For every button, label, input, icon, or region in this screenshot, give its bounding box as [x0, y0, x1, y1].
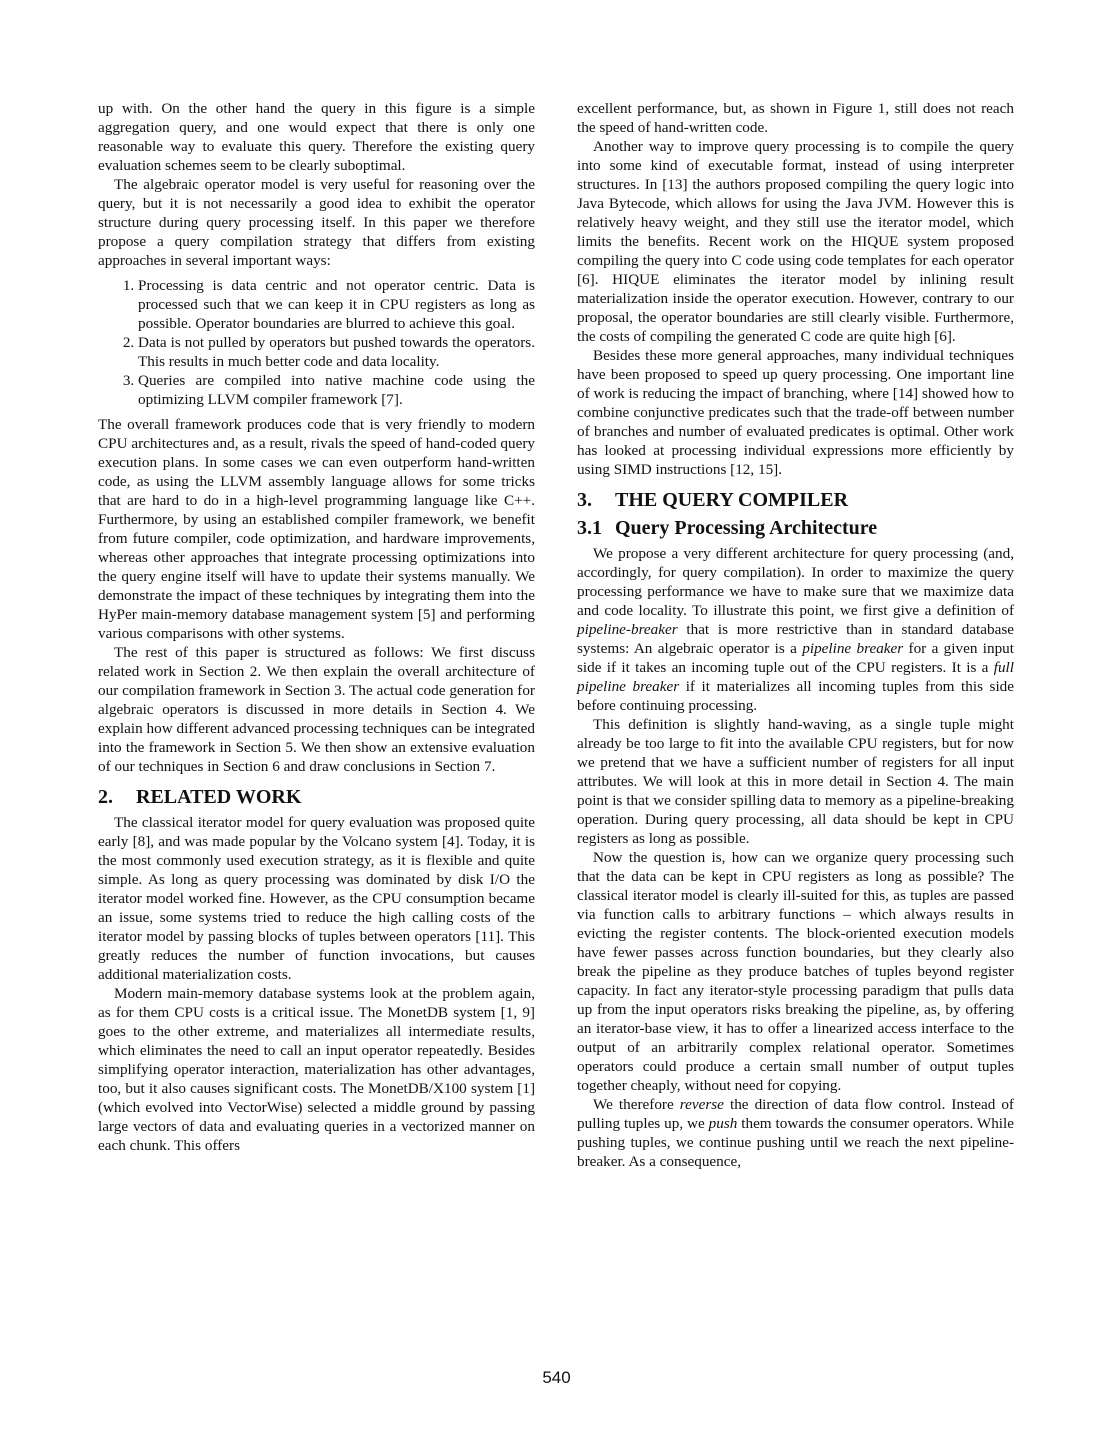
text-run: We therefore	[593, 1096, 680, 1113]
left-column	[98, 99, 535, 1155]
paragraph: This definition is slightly hand-waving, as a single tuple might already be too large to fit into the available CPU registers, but for now we pretend that we have a sufficient number of registers for all input attributes. We will look at this in more detail in Section 4. The main point is that we consider spilling data to memory as a pipeline-breaking operation. During query processing, all data should be kept in CPU registers as long as possible.	[577, 716, 1014, 847]
emphasis: pipeline breaker	[802, 640, 904, 657]
paragraph: The classical iterator model for query evaluation was proposed quite early [8], and was made popular by the Volcano system [4]. Today, it is the most commonly used execution strategy, as it is flexible and quite simple. As long as query processing was dominated by disk I/O the iterator model worked fine. However, as the CPU consumption became an issue, some systems tried to reduce the high calling costs of the iterator model by passing blocks of tuples between operators [11]. This greatly reduces the number of function invocations, but causes additional materialization costs.	[98, 814, 535, 983]
paragraph: The overall framework produces code that is very friendly to modern CPU architectures and, as a result, rivals the speed of hand-coded query execution plans. In some cases we can even outperform hand-written code, as using the LLVM assembly language allows for some tricks that are hard to do in a high-level programming language like C++. Furthermore, by using an established compiler framework, we benefit from future compiler, code optimization, and hardware improvements, whereas other approaches that integrate processing optimizations into the query engine itself will have to update their systems manually. We demonstrate the impact of these techniques by integrating them into the HyPer main-memory database management system [5] and performing various comparisons with other systems.	[98, 416, 535, 642]
subsection-title: Query Processing Architecture	[615, 517, 878, 539]
paragraph: Now the question is, how can we organize query processing such that the data can be kept in CPU registers as long as possible? The classical iterator model is clearly ill-suited for this, as tuples are passed via function calls to arbitrary functions – which always results in evicting the register contents. The block-oriented execution models have fewer passes across function boundaries, but they clearly also break the pipeline as they produce batches of tuples beyond register capacity. In fact any iterator-style processing paradigm that pulls data up from the input operators risks breaking the pipeline, as, by offering an iterator-base view, it has to offer a linearized access interface to the output of an arbitrarily complex relational operator. Sometimes operators could produce a certain small number of output tuples together cheaply, without need for copying.	[577, 849, 1014, 1094]
section-title: RELATED WORK	[136, 786, 302, 808]
emphasis: full pipeline breaker	[577, 659, 1014, 695]
text-run: the direction of data flow control. Instead of pulling tuples up, we	[577, 1096, 1014, 1132]
subsection-heading	[577, 516, 1014, 540]
paragraph: The algebraic operator model is very useful for reasoning over the query, but it is not necessarily a good idea to exhibit the operator structure during query processing itself. In this paper we therefore propose a query compilation strategy that differs from existing approaches in several important ways:	[98, 176, 535, 269]
text-run: We propose a very different architecture for query processing (and, accordingly, for query compilation). In order to maximize the query processing performance we have to make sure that we maximize data and code locality. To illustrate this point, we first give a definition of	[577, 545, 1014, 619]
right-column	[577, 99, 1014, 1171]
subsection-number: 3.1	[577, 517, 602, 539]
paragraph: The rest of this paper is structured as follows: We first discuss related work in Section 2. We then explain the overall architecture of our compilation framework in Section 3. The actual code generation for algebraic operators is discussed in more details in Section 4. We explain how different advanced processing techniques can be integrated into the framework in Section 5. We then show an extensive evaluation of our techniques in Section 6 and draw conclusions in Section 7.	[98, 644, 535, 775]
contribution-list	[98, 276, 535, 409]
emphasis: pipeline-breaker	[577, 621, 678, 638]
section-heading-query-compiler	[577, 488, 1014, 512]
paragraph	[577, 544, 1014, 715]
paragraph: up with. On the other hand the query in this figure is a simple aggregation query, and one would expect that there is only one reasonable way to evaluate this query. Therefore the existing query evaluation schemes seem to be clearly suboptimal.	[98, 100, 535, 174]
text-run: if it materializes all incoming tuples from this side before continuing processing.	[577, 678, 1014, 714]
paragraph	[577, 1095, 1014, 1171]
section-number: 2.	[98, 786, 113, 808]
list-item: 2. Data is not pulled by operators but pushed towards the operators. This results in much better code and data locality.	[138, 333, 535, 371]
page-number: 540	[542, 1368, 571, 1387]
section-title: THE QUERY COMPILER	[615, 489, 849, 511]
section-heading-related-work	[98, 785, 535, 809]
list-item: 3. Queries are compiled into native machine code using the optimizing LLVM compiler framework [7].	[138, 371, 535, 409]
emphasis: reverse	[679, 1096, 724, 1113]
text-run: for a given input side if it takes an incoming tuple out of the CPU registers. It is a	[577, 640, 1014, 676]
paragraph: Another way to improve query processing is to compile the query into some kind of executable format, instead of using interpreter structures. In [13] the authors proposed compiling the query logic into Java Bytecode, which allows for using the Java JVM. However this is relatively heavy weight, and they still use the iterator model, which limits the benefits. Recent work on the HIQUE system proposed compiling the query into C code using code templates for each operator [6]. HIQUE eliminates the iterator model by inlining result materialization inside the operator execution. However, contrary to our proposal, the operator boundaries are still clearly visible. Furthermore, the costs of compiling the generated C code are quite high [6].	[577, 138, 1014, 345]
list-item: 1. Processing is data centric and not operator centric. Data is processed such that we can keep it in CPU registers as long as possible. Operator boundaries are blurred to achieve this goal.	[138, 276, 535, 333]
text-run: them towards the consumer operators. While pushing tuples, we continue pushing until we reach the next pipeline-breaker. As a consequence,	[577, 1115, 1014, 1170]
paragraph: excellent performance, but, as shown in Figure 1, still does not reach the speed of hand-written code.	[577, 100, 1014, 136]
emphasis: push	[708, 1115, 738, 1132]
paragraph: Modern main-memory database systems look at the problem again, as for them CPU costs is a critical issue. The MonetDB system [1, 9] goes to the other extreme, and materializes all intermediate results, which eliminates the need to call an input operator repeatedly. Besides simplifying operator interaction, materialization has other advantages, too, but it also causes significant costs. The MonetDB/X100 system [1] (which evolved into VectorWise) selected a middle ground by passing large vectors of data and evaluating queries in a vectorized manner on each chunk. This offers	[98, 985, 535, 1154]
text-run: that is more restrictive than in standard database systems: An algebraic operator is a	[577, 621, 1014, 657]
section-number: 3.	[577, 489, 592, 511]
paragraph: Besides these more general approaches, many individual techniques have been proposed to speed up query processing. One important line of work is reducing the impact of branching, where [14] showed how to combine conjunctive predicates such that the trade-off between number of branches and number of evaluated predicates is optimal. Other work has looked at processing individual expressions more efficiently by using SIMD instructions [12, 15].	[577, 347, 1014, 478]
